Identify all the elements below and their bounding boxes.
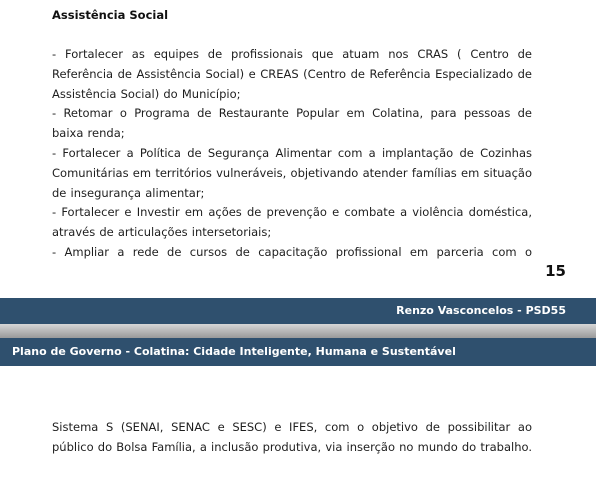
lower-text-block: [52, 418, 532, 458]
paragraph-sistema-s: Sistema S (SENAI, SENAC e SESC) e IFES, com o objetivo de possibilitar ao público do Bolsa Família, a inclusão produtiva, via inserção no mundo do trabalho.: [52, 420, 532, 454]
page-separator: [0, 324, 596, 338]
page-header-bar: [0, 338, 596, 366]
page-footer-bar: [0, 298, 596, 324]
upper-text-block: [52, 45, 532, 263]
paragraph-restaurante-popular: - Retomar o Programa de Restaurante Popular em Colatina, para pessoas de baixa renda;: [52, 106, 532, 141]
section-title: Assistência Social: [52, 8, 169, 22]
footer-author: Renzo Vasconcelos - PSD55: [396, 304, 566, 317]
paragraph-cursos-capacitacao: - Ampliar a rede de cursos de capacitação profissional em parceria com o: [52, 244, 532, 259]
header-title: Plano de Governo - Colatina: Cidade Inteligente, Humana e Sustentável: [12, 345, 456, 358]
paragraph-cras-creas: - Fortalecer as equipes de profissionais que atuam nos CRAS ( Centro de Referência de Assistência Social) e CREAS (Centro de Referência Especializado de Assistência Social) do Município;: [52, 47, 532, 101]
paragraph-seguranca-alimentar: - Fortalecer a Política de Segurança Alimentar com a implantação de Cozinhas Comunitárias em territórios vulneráveis, objetivando atender famílias em situação de insegurança alimentar;: [52, 145, 532, 200]
page-number: 15: [545, 262, 566, 280]
paragraph-violencia-domestica: - Fortalecer e Investir em ações de prevenção e combate a violência doméstica, através de articulações intersetoriais;: [52, 205, 532, 240]
